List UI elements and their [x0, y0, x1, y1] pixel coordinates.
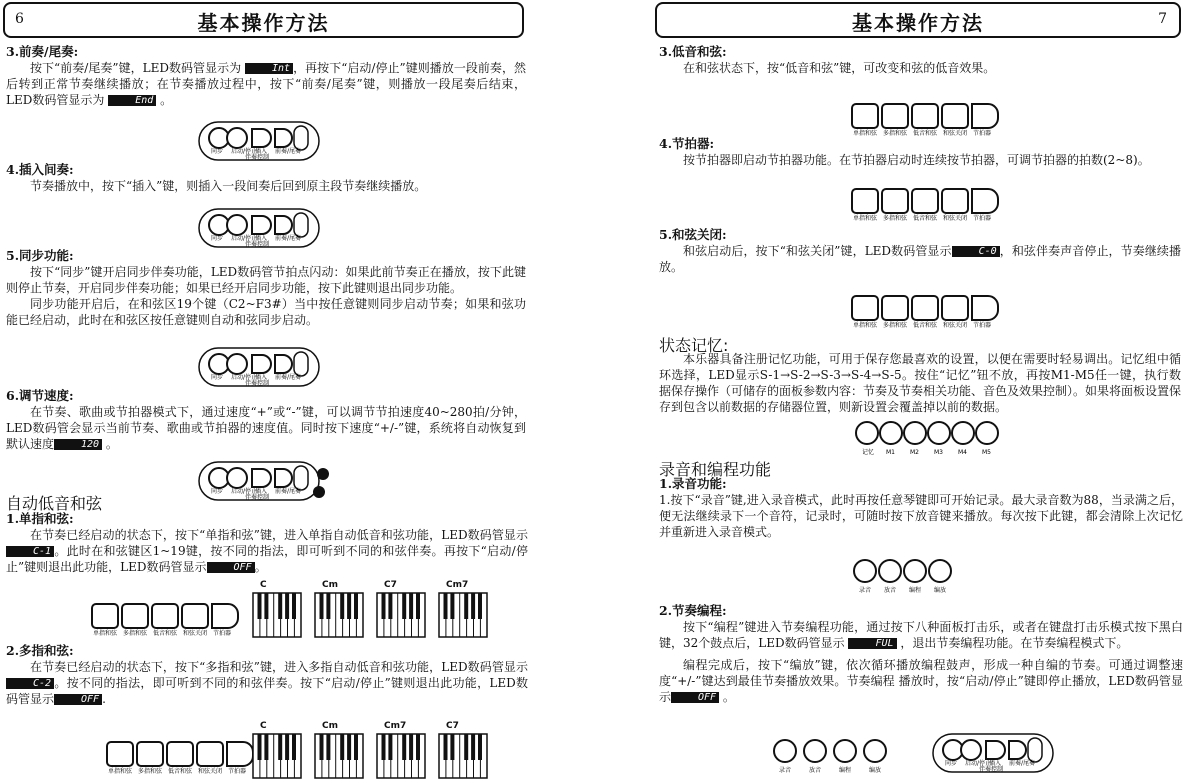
chord-button-label: 低音和弦 [153, 630, 178, 637]
start-stop-button [227, 468, 247, 488]
chord-function-button [942, 189, 968, 213]
chord-button-label: 和弦关闭 [943, 215, 968, 222]
chord-button-label: 单指和弦 [853, 322, 878, 329]
record-function-button [904, 560, 926, 582]
fillin-section [6, 162, 526, 194]
memory-button-label: M3 [934, 449, 943, 456]
chord-name: C [260, 580, 267, 590]
chord-name: C7 [446, 721, 459, 731]
record-text: 1.按下“录音”键,进入录音模式，此时再按任意琴键即可开始记录。最大录音数为88，当录满之后，便无法继续录下一个音符，记录时，可随时按下放音键来播放。每次按下此键，都会清除上次记忆并重新进入录音模式。 [659, 493, 1183, 539]
keyboard-icon [438, 733, 488, 779]
black-key [258, 734, 262, 760]
rhythm-button-label: 插入 [255, 488, 268, 495]
black-key [444, 593, 448, 619]
chord-button-row [848, 183, 1008, 223]
chord-function-button [972, 104, 998, 128]
fill-in-button [252, 355, 271, 373]
start-stop-button [227, 215, 247, 235]
fill-in-button [252, 469, 271, 487]
black-key [444, 734, 448, 760]
chord-diagram [314, 580, 364, 642]
memory-button [928, 422, 950, 444]
record-function-button [854, 560, 876, 582]
memory-button [856, 422, 878, 444]
keyboard-icon [376, 733, 426, 779]
rhythm-button-label: 启动/停止 [231, 235, 258, 242]
memory-button [952, 422, 974, 444]
tempo-section [6, 388, 526, 452]
start-stop-button [227, 128, 247, 148]
black-key [347, 593, 351, 619]
led-display: C-0 [952, 246, 1000, 257]
memory-button-label: M5 [982, 449, 991, 456]
chord-function-button [197, 742, 223, 766]
chord-diagram [438, 580, 488, 642]
tempo-minus-icon [313, 486, 325, 498]
rhythm-button-label: 同步 [211, 374, 224, 381]
metronome-section [659, 136, 1181, 168]
chord-button-label: 低音和弦 [913, 322, 938, 329]
chord-name: Cm [322, 580, 338, 590]
black-key [347, 734, 351, 760]
chord-function-button [212, 604, 238, 628]
right-page-title: 基本操作方法 [852, 11, 984, 35]
fill-in-button [986, 741, 1005, 759]
led-display: Int [245, 63, 293, 74]
record-button-label: 编程 [839, 767, 852, 774]
rhythm-control-panel [197, 120, 327, 164]
left-page-header [3, 2, 524, 38]
led-display: C-1 [6, 546, 54, 557]
tempo-heading: 6.调节速度: [6, 388, 74, 403]
intro-section [6, 44, 526, 108]
chord-function-button [152, 604, 178, 628]
left-page [0, 0, 580, 778]
chord-function-button [972, 189, 998, 213]
low-chord-section [659, 44, 1181, 76]
black-key [478, 734, 482, 760]
chord-function-button [852, 104, 878, 128]
chord-function-button [852, 189, 878, 213]
multi-chord-heading: 2.多指和弦: [6, 643, 74, 658]
black-key [292, 593, 296, 619]
rhythm-control-title: 伴奏控制 [245, 494, 270, 501]
record-section [659, 476, 1183, 540]
rhythm-control-panel [197, 207, 327, 251]
led-display: C-2 [6, 678, 54, 689]
intro-button [275, 469, 292, 487]
chord-name: Cm7 [384, 721, 407, 731]
chord-button-label: 节拍器 [973, 322, 992, 329]
chord-diagram [376, 721, 426, 783]
fillin-text: 节奏播放中，按下“插入”键，则插入一段间奏后回到原主段节奏继续播放。 [30, 179, 427, 193]
chord-button-label: 和弦关闭 [943, 322, 968, 329]
single-chord-section [6, 511, 528, 575]
chord-button-label: 和弦关闭 [943, 130, 968, 137]
rhythm-button-label: 前奏/尾奏 [275, 235, 302, 242]
rhythm-panel-svg [197, 346, 327, 390]
chord-name: C [260, 721, 267, 731]
metronome-heading: 4.节拍器: [659, 136, 715, 151]
chord-off-text: 和弦启动后，按下“和弦关闭”键，LED数码管显示 C-0 ，和弦伴奏声音停止，节奏继续播放。 [659, 244, 1181, 274]
rhythm-button-label: 启动/停止 [231, 148, 258, 155]
chord-button-row [848, 98, 1008, 138]
chord-function-button [912, 104, 938, 128]
left-page-number: 6 [15, 11, 24, 27]
chord-diagram [252, 721, 302, 783]
black-key [416, 593, 420, 619]
keyboard-icon [438, 592, 488, 638]
right-page [603, 0, 1183, 778]
chord-button-row [88, 598, 248, 638]
chord-diagram [376, 580, 426, 642]
chord-name: Cm [322, 721, 338, 731]
chord-button-label: 和弦关闭 [183, 630, 208, 637]
memory-text: 本乐器具备注册记忆功能，可用于保存您最喜欢的设置，以便在需要时轻易调出。记忆组中循环选择，LED显示S-1→S-2→S-3→S-4→S-5。按住“记忆”钮不放，再按M1-M5任一键，执行数据保存操作（可储存的面板参数内容：节奏及节奏相关功能、音色及效果控制）。如果将面板设置保存到包含以前数据的存储器位置，则新设置会覆盖掉以前的数据。 [659, 352, 1182, 414]
black-key [402, 734, 406, 760]
tempo-button [294, 466, 308, 490]
rhythm-button-label: 同步 [211, 148, 224, 155]
chord-panel-svg [103, 736, 263, 776]
keyboard-icon [314, 592, 364, 638]
chord-button-label: 单指和弦 [853, 215, 878, 222]
black-key [450, 593, 454, 619]
black-key [258, 593, 262, 619]
black-key [402, 593, 406, 619]
chord-function-button [107, 742, 133, 766]
chord-function-button [167, 742, 193, 766]
chord-diagram [314, 721, 364, 783]
right-page-number: 7 [1158, 11, 1167, 27]
rhythm-control-panel [197, 346, 327, 390]
black-key [464, 734, 468, 760]
black-key [382, 734, 386, 760]
rhythm-control-title: 伴奏控制 [245, 241, 270, 248]
rhythm-control-title: 伴奏控制 [245, 380, 270, 387]
chord-panel-svg [88, 598, 248, 638]
rhythm-button-label: 前奏/尾奏 [1009, 760, 1036, 767]
tempo-button [294, 126, 308, 150]
record-button-label: 录音 [779, 767, 792, 774]
auto-bass-heading: 自动低音和弦 [6, 494, 103, 513]
led-display: 120 [54, 439, 102, 450]
chord-function-button [137, 742, 163, 766]
chord-function-button [942, 104, 968, 128]
chord-button-label: 多指和弦 [883, 322, 908, 329]
record-button-label: 编放 [869, 767, 882, 774]
keyboard-icon [252, 592, 302, 638]
chord-button-label: 单指和弦 [853, 130, 878, 137]
left-page-title: 基本操作方法 [197, 11, 330, 35]
intro-text: 按下“前奏/尾奏”键，LED数码管显示为 Int ，再按下“启动/停止”键则播放一段前奏，然后转到正常节奏继续播放；在节奏播放过程中，按下“前奏/尾奏”键，则播放一段尾奏后结束，LED数码管显示为 End 。 [6, 61, 526, 107]
black-key [464, 593, 468, 619]
fillin-heading: 4.插入间奏: [6, 162, 74, 177]
chord-button-label: 节拍器 [973, 130, 992, 137]
rhythm-control-title: 伴奏控制 [979, 766, 1004, 773]
intro-button [1009, 741, 1026, 759]
chord-function-button [227, 742, 253, 766]
chord-name: Cm7 [446, 580, 469, 590]
record-button-label: 编放 [934, 587, 947, 594]
chord-function-button [882, 189, 908, 213]
black-key [354, 593, 358, 619]
tempo-plus-icon [317, 468, 329, 480]
rhythm-button-label: 启动/停止 [231, 488, 258, 495]
chord-button-label: 低音和弦 [913, 215, 938, 222]
keyboard-icon [376, 592, 426, 638]
chord-function-button [852, 296, 878, 320]
black-key [382, 593, 386, 619]
record-heading: 录音和编程功能 [659, 460, 772, 479]
black-key [278, 593, 282, 619]
memory-button-label: M4 [958, 449, 967, 456]
rhythm-button-label: 同步 [211, 488, 224, 495]
intro-button [275, 129, 292, 147]
chord-function-button [912, 296, 938, 320]
chord-off-section [659, 227, 1181, 275]
chord-button-label: 多指和弦 [883, 215, 908, 222]
intro-button [275, 355, 292, 373]
chord-button-label: 低音和弦 [168, 768, 193, 775]
record-button-label: 放音 [809, 767, 822, 774]
black-key [471, 593, 475, 619]
record-function-button [834, 740, 856, 762]
record-button-label: 放音 [884, 587, 897, 594]
chord-button-label: 低音和弦 [913, 130, 938, 137]
sync-section [6, 248, 526, 328]
led-display: FUL [848, 638, 896, 649]
chord-function-button [122, 604, 148, 628]
intro-button [275, 216, 292, 234]
chord-button-label: 节拍器 [213, 630, 232, 637]
chord-name: C7 [384, 580, 397, 590]
record-button-label: 录音 [859, 587, 872, 594]
program-heading: 2.节奏编程: [659, 603, 727, 618]
chord-function-button [972, 296, 998, 320]
chord-function-button [942, 296, 968, 320]
chord-panel-svg [848, 183, 1008, 223]
program-text-2: 编程完成后，按下“编放”键，依次循环播放编程鼓声，形成一种自编的节奏。可通过调整速度“+/-”键达到最佳节奏播放效果。节奏编程 播放时，按“启动/停止”键即停止播放，LED数码管显示 OFF 。 [659, 658, 1183, 704]
chord-panel-svg [848, 98, 1008, 138]
intro-heading: 3.前奏/尾奏: [6, 44, 79, 59]
memory-button [976, 422, 998, 444]
black-key [264, 734, 268, 760]
led-display: OFF [671, 692, 719, 703]
black-key [388, 593, 392, 619]
chord-button-label: 和弦关闭 [198, 768, 223, 775]
keyboard-icon [252, 733, 302, 779]
black-key [450, 734, 454, 760]
black-key [320, 734, 324, 760]
low-chord-heading: 3.低音和弦: [659, 44, 727, 59]
black-key [416, 734, 420, 760]
memory-heading: 状态记忆: [659, 336, 729, 355]
black-key [409, 593, 413, 619]
metronome-text: 按节拍器即启动节拍器功能。在节拍器启动时连续按节拍器，可调节拍器的拍数(2~8)。 [683, 153, 1150, 167]
black-key [340, 734, 344, 760]
rhythm-panel-svg [931, 732, 1061, 776]
rhythm-button-label: 同步 [945, 760, 958, 767]
chord-button-row [103, 736, 263, 776]
chord-diagram [252, 580, 302, 642]
chord-button-label: 节拍器 [228, 768, 247, 775]
chord-function-button [912, 189, 938, 213]
tempo-text: 在节奏、歌曲或节拍器模式下，通过速度“+”或“-”键，可以调节节拍速度40~280拍/分钟，LED数码管会显示当前节奏、歌曲或节拍器的速度值。同时按下速度“+/-”键，系统将自动恢复到默认速度 120 。 [6, 405, 526, 451]
rhythm-panel-svg [197, 120, 327, 164]
chord-button-label: 多指和弦 [123, 630, 148, 637]
chord-button-label: 多指和弦 [883, 130, 908, 137]
chord-function-button [182, 604, 208, 628]
black-key [320, 593, 324, 619]
black-key [264, 593, 268, 619]
black-key [409, 734, 413, 760]
low-chord-text: 在和弦状态下，按“低音和弦”键，可改变和弦的低音效果。 [683, 61, 996, 75]
black-key [326, 734, 330, 760]
fill-in-button [252, 129, 271, 147]
black-key [326, 593, 330, 619]
black-key [340, 593, 344, 619]
tempo-control-panel [197, 460, 337, 504]
program-text-1: 按下“编程”键进入节奏编程功能，通过按下八种面板打击乐，或者在键盘打击乐模式按下黑白键，32个鼓点后，LED数码管显示 FUL ，退出节奏编程功能。在节奏编程模式下。 [659, 620, 1183, 650]
chord-function-button [92, 604, 118, 628]
memory-button-label: 记忆 [862, 449, 875, 456]
record-button-label: 编程 [909, 587, 922, 594]
rhythm-button-label: 前奏/尾奏 [275, 488, 302, 495]
record-function-button [929, 560, 951, 582]
black-key [388, 734, 392, 760]
chord-function-button [882, 104, 908, 128]
memory-button-label: M2 [910, 449, 919, 456]
start-stop-button [227, 354, 247, 374]
rhythm-control-title: 伴奏控制 [245, 154, 270, 161]
black-key [292, 734, 296, 760]
chord-panel-svg [848, 290, 1008, 330]
chord-function-button [882, 296, 908, 320]
record-function-button [879, 560, 901, 582]
program-section [659, 603, 1183, 705]
black-key [278, 734, 282, 760]
multi-chord-text: 在节奏已经启动的状态下，按下“多指和弦”键，进入多指自动低音和弦功能，LED数码管显示C-2 。按不同的指法，即可听到不同的和弦伴奏。按下“启动/停止”键则退出此功能，LED数码管显示 OFF . [6, 660, 528, 706]
black-key [285, 734, 289, 760]
chord-button-row [848, 290, 1008, 330]
chord-button-label: 单指和弦 [93, 630, 118, 637]
led-display: OFF [54, 694, 102, 705]
tempo-button [1028, 738, 1042, 762]
rhythm-panel-svg [197, 460, 337, 504]
sync-heading: 5.同步功能: [6, 248, 74, 263]
memory-button [904, 422, 926, 444]
memory-button-label: M1 [886, 449, 895, 456]
black-key [354, 734, 358, 760]
rhythm-button-label: 插入 [989, 760, 1002, 767]
rhythm-button-label: 插入 [255, 148, 268, 155]
tempo-button [294, 213, 308, 237]
memory-button [880, 422, 902, 444]
start-stop-button [961, 740, 981, 760]
memory-button-row [853, 420, 1003, 458]
led-display: OFF [207, 562, 255, 573]
record-panel-svg [771, 735, 901, 777]
record-heading-sub: 1.录音功能: [659, 476, 727, 491]
led-display: End [108, 95, 156, 106]
chord-off-heading: 5.和弦关闭: [659, 227, 727, 242]
record-function-button [774, 740, 796, 762]
single-chord-heading: 1.单指和弦: [6, 511, 74, 526]
black-key [471, 734, 475, 760]
chord-button-label: 节拍器 [973, 215, 992, 222]
rhythm-panel-svg [197, 207, 327, 251]
sync-text-1: 按下“同步”键开启同步伴奏功能，LED数码管节拍点闪动：如果此前节奏正在播放，按下此键则停止节奏，开启同步伴奏功能；如果已经开启同步功能，按下此键则退出同步功能。 [6, 265, 526, 295]
rhythm-control-panel [931, 732, 1061, 776]
rhythm-button-label: 同步 [211, 235, 224, 242]
keyboard-icon [314, 733, 364, 779]
rhythm-button-label: 启动/停止 [965, 760, 992, 767]
black-key [478, 593, 482, 619]
memory-section [659, 351, 1181, 415]
record-panel-svg [851, 555, 961, 595]
multi-chord-section [6, 643, 528, 707]
record-button-row [851, 555, 961, 595]
right-page-header [655, 2, 1181, 38]
memory-panel-svg [853, 420, 1003, 458]
tempo-button [294, 352, 308, 376]
chord-button-label: 多指和弦 [138, 768, 163, 775]
rhythm-button-label: 启动/停止 [231, 374, 258, 381]
rhythm-button-label: 插入 [255, 374, 268, 381]
rhythm-button-label: 插入 [255, 235, 268, 242]
sync-text-2: 同步功能开启后，在和弦区19个键（C2~F3#）当中按任意键则同步启动节奏；如果和弦功能已经启动，此时在和弦区按任意键则自动和弦同步启动。 [6, 297, 526, 327]
record-button-row [771, 735, 901, 777]
record-function-button [864, 740, 886, 762]
record-function-button [804, 740, 826, 762]
fill-in-button [252, 216, 271, 234]
chord-diagram [438, 721, 488, 783]
single-chord-text: 在节奏已经启动的状态下，按下“单指和弦”键，进入单指自动低音和弦功能，LED数码管显示C-1 。此时在和弦键区1~19键，按不同的指法，即可听到不同的和弦伴奏。再按下“启动/停止”键则退出此功能，LED数码管显示 OFF 。 [6, 528, 528, 574]
rhythm-button-label: 前奏/尾奏 [275, 374, 302, 381]
rhythm-button-label: 前奏/尾奏 [275, 148, 302, 155]
black-key [285, 593, 289, 619]
chord-button-label: 单指和弦 [108, 768, 133, 775]
